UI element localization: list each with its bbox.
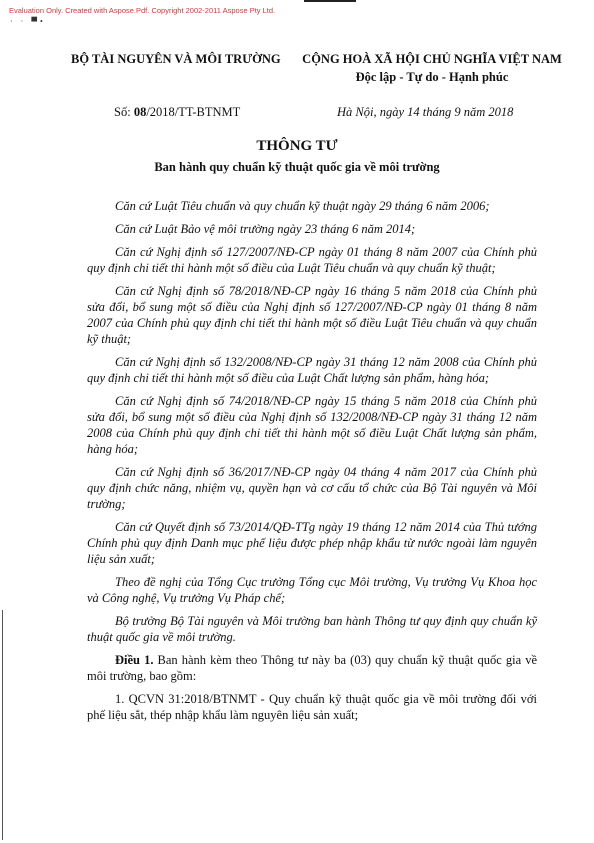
- document-body: [87, 198, 537, 729]
- document-number-prefix: Số:: [114, 105, 134, 119]
- issuing-agency: [71, 52, 291, 67]
- ministry-name: BỘ TÀI NGUYÊN VÀ MÔI TRƯỜNG: [71, 52, 281, 66]
- preamble-paragraph: Căn cứ Nghị định số 36/2017/NĐ-CP ngày 04 tháng 4 năm 2017 của Chính phủ quy định chức năng, nhiệm vụ, quyền hạn và cơ cấu tổ chức của Bộ Tài nguyên và Môi trường;: [87, 465, 537, 511]
- article-1-text: Ban hành kèm theo Thông tư này ba (03) quy chuẩn kỹ thuật quốc gia về môi trường, bao gồm:: [87, 653, 538, 683]
- document-number-value: 08: [133, 105, 147, 119]
- document-subtitle: Ban hành quy chuẩn kỹ thuật quốc gia về môi trường: [154, 160, 440, 174]
- national-heading: [297, 52, 567, 85]
- scan-artifact: · · ▀•: [10, 17, 46, 26]
- issue-date: Hà Nội, ngày 14 tháng 9 năm 2018: [337, 105, 514, 119]
- preamble-paragraph: Căn cứ Nghị định số 78/2018/NĐ-CP ngày 16 tháng 5 năm 2018 của Chính phủ sửa đổi, bổ sung một số điều của Nghị định số 127/2007/NĐ-CP ngày 01 tháng 8 năm 2007 của Chính phủ quy định chi tiết thi hành một số điều Luật Tiêu chuẩn và quy chuẩn kỹ thuật;: [87, 284, 537, 346]
- preamble-paragraph: Căn cứ Nghị định số 127/2007/NĐ-CP ngày 01 tháng 8 năm 2007 của Chính phủ quy định chi tiết thi hành một số điều của Luật Tiêu chuẩn và quy chuẩn kỹ thuật;: [87, 245, 537, 275]
- scan-artifact-line: [304, 0, 356, 2]
- preamble-paragraph: Căn cứ Luật Bảo vệ môi trường ngày 23 tháng 6 năm 2014;: [115, 222, 416, 236]
- watermark-text: Evaluation Only. Created with Aspose.Pdf. Copyright 2002-2011 Aspose Pty Ltd.: [9, 6, 276, 15]
- preamble-paragraph: Căn cứ Nghị định số 132/2008/NĐ-CP ngày 31 tháng 12 năm 2008 của Chính phủ quy định chi tiết thi hành một số điều của Luật Chất lượng sản phẩm, hàng hóa;: [87, 355, 537, 385]
- preamble-paragraph: Căn cứ Luật Tiêu chuẩn và quy chuẩn kỹ thuật ngày 29 tháng 6 năm 2006;: [115, 199, 490, 213]
- article-1-label: Điều 1.: [115, 653, 154, 667]
- document-number: [114, 105, 240, 120]
- preamble-paragraph: Theo đề nghị của Tổng Cục trưởng Tổng cục Môi trường, Vụ trưởng Vụ Khoa học và Công nghệ, Vụ trưởng Vụ Pháp chế;: [87, 575, 537, 605]
- preamble-paragraph: Căn cứ Nghị định số 74/2018/NĐ-CP ngày 15 tháng 5 năm 2018 của Chính phủ sửa đổi, bổ sung một số điều của Nghị định số 132/2008/NĐ-CP ngày 31 tháng 12 năm 2008 của Chính phủ quy định chi tiết thi hành một số điều Luật Chất lượng sản phẩm, hàng hóa;: [87, 394, 537, 456]
- preamble-paragraph: Căn cứ Quyết định số 73/2014/QĐ-TTg ngày 19 tháng 12 năm 2014 của Thủ tướng Chính phủ quy định Danh mục phế liệu được phép nhập khẩu từ nước ngoài làm nguyên liệu sản xuất;: [87, 520, 537, 566]
- article-1-item-1: 1. QCVN 31:2018/BTNMT - Quy chuẩn kỹ thuật quốc gia về môi trường đối với phế liệu sắt, thép nhập khẩu làm nguyên liệu sản xuất;: [87, 692, 537, 722]
- preamble-paragraph: Bộ trưởng Bộ Tài nguyên và Môi trường ban hành Thông tư quy định quy chuẩn kỹ thuật quốc gia về môi trường.: [87, 614, 537, 644]
- article-1: [87, 652, 537, 684]
- scan-artifact-edge: [2, 610, 3, 840]
- national-motto: Độc lập - Tự do - Hạnh phúc: [355, 70, 509, 84]
- republic-name: CỘNG HOÀ XÃ HỘI CHỦ NGHĨA VIỆT NAM: [302, 52, 562, 66]
- document-title: THÔNG TƯ: [256, 138, 338, 154]
- document-number-suffix: /2018/TT-BTNMT: [146, 105, 241, 119]
